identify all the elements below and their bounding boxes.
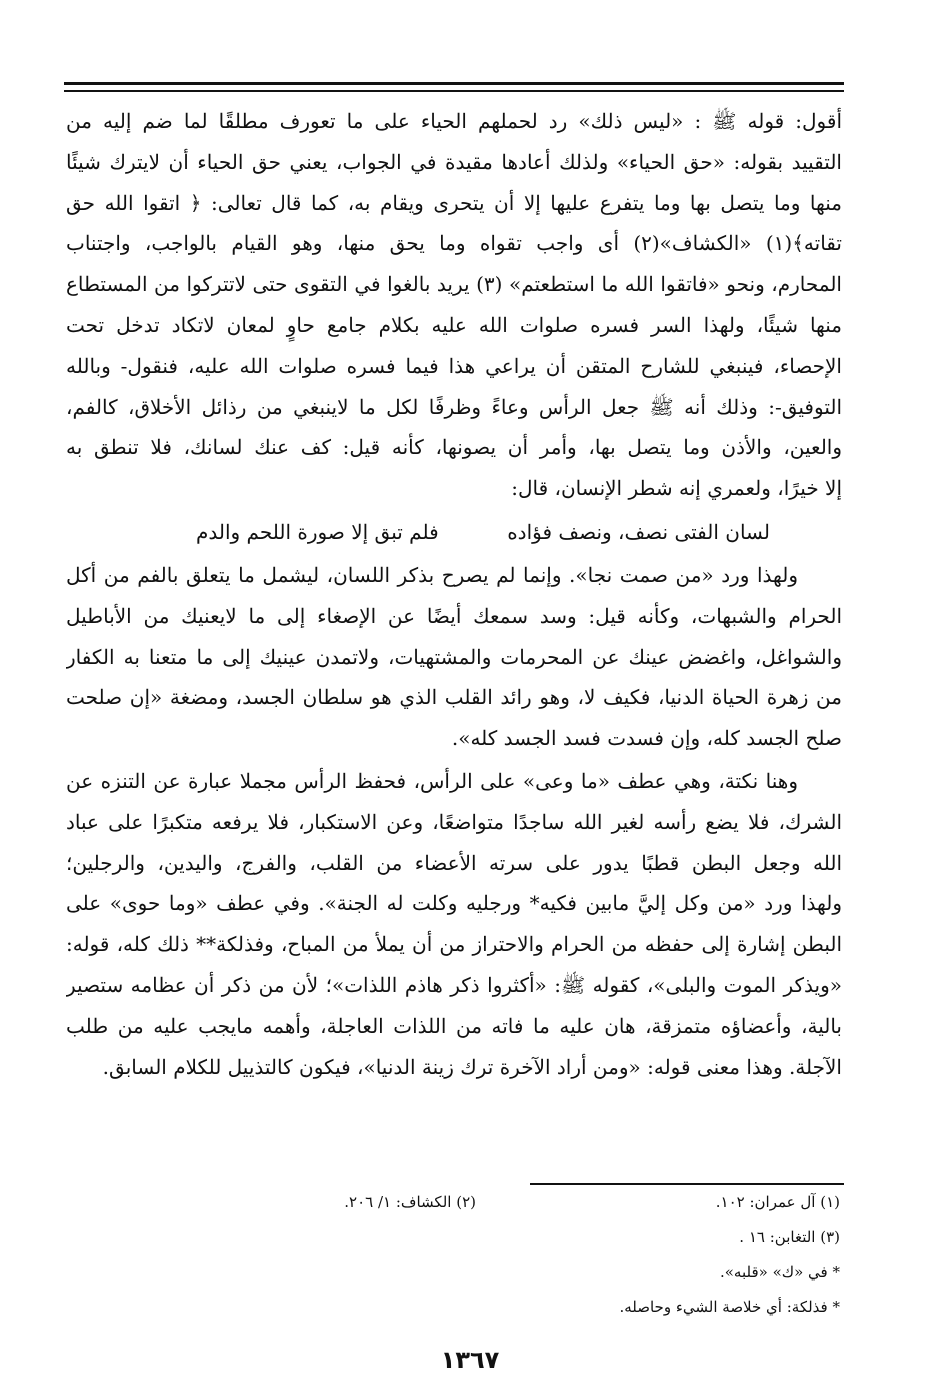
paragraph-3 <box>66 761 842 1087</box>
text-line: تقاته﴾(١) «الكشاف»(٢) أى واجب تقواه وما يحق منها، وهو القيام بالواجب، واجتناب <box>66 231 842 256</box>
text-line: ولهذا ورد «من صمت نجا». وإنما لم يصرح بذكر اللسان، ليشمل ما يتعلق بالفم من أكل <box>66 562 798 587</box>
footnote-1: (١) آل عمران: ١٠٢. <box>715 1193 840 1211</box>
verse-second-hemistich: فلم تبق إلا صورة اللحم والدم <box>196 519 439 544</box>
poetry-verse <box>66 509 842 555</box>
text-line: والعين، والأذن وما يتصل بها، وأمر أن يصونها، كأنه قيل: كف عنك لسانك، فلا تنطق به <box>66 435 842 460</box>
text-line: صلح الجسد كله، وإن فسدت فسد الجسد كله». <box>451 726 842 751</box>
text-line: من زهرة الحياة الدنيا، فكيف لا، وهو رائد القلب الذي هو سلطان الجسد، ومضغة «إن صلحت <box>66 685 842 710</box>
text-line: الإحصاء، فينبغي للشارح المتقن أن يراعي هذا فيما فسره صلوات الله عليه، فنقول- وبالله <box>66 353 842 378</box>
footnote-star: * في «ك» «قلبه». <box>719 1263 840 1281</box>
footnote-separator <box>530 1183 844 1185</box>
text-line: الحرام والشبهات، وكأنه قيل: وسد سمعك أيضًا عن الإصغاء إلى ما لايعنيك من الأباطيل <box>66 603 842 628</box>
text-line: التوفيق-: وذلك أنه ﷺ جعل الرأس وعاءً وظرفًا لكل ما لاينبغي من رذائل الأخلاق، كالفم، <box>66 394 842 419</box>
text-line: الآجلة. وهذا معنى قوله: «ومن أراد الآخرة ترك زينة الدنيا»، فيكون كالتذييل للكلام السابق. <box>102 1054 842 1079</box>
text-line: منها وما يتصل بها وما يتفرع عليها إلا أن يتحرى ويقام به، كما قال تعالى: ﴿ اتقوا الله حق <box>66 190 842 215</box>
text-line: «ويذكر الموت والبلى»، كقوله ﷺ: «أكثروا ذكر هاذم اللذات»؛ لأن من ذكر أن عظامه ستصير <box>66 972 842 997</box>
paragraph-2 <box>66 555 842 759</box>
verse-first-hemistich: لسان الفتى نصف، ونصف فؤاده <box>507 519 770 544</box>
footnote-double-star: * فذلكة: أي خلاصة الشيء وحاصله. <box>619 1298 840 1316</box>
text-line: المحارم، ونحو «فاتقوا الله ما استطعتم» (٣) يريد بالغوا في التقوى حتى لاتتركوا من المستطاع <box>66 272 842 297</box>
text-line: ولهذا ورد «من وكل إليَّ مابين فكيه* ورجليه وكلت له الجنة». وفي عطف «وما حوى» على <box>66 891 842 916</box>
paragraph-1 <box>66 101 842 509</box>
page-number: ١٣٦٧ <box>440 1346 500 1374</box>
text-line: الله وجعل البطن قطبًا يدور على سرته الأعضاء من القلب، والفرج، واليدين، والرجلين؛ <box>66 850 842 875</box>
text-line: وهنا نكتة، وهي عطف «ما وعى» على الرأس، فحفظ الرأس مجملا عبارة عن التنزه عن <box>66 768 798 793</box>
text-line: التقييد بقوله: «حق الحياء» ولذلك أعادها مقيدة في الجواب، يعني حق الحياء أن لايترك شيئًا <box>66 149 842 174</box>
text-line: البطن إشارة إلى حفظه من الحرام والاحتراز من أن يملأ من المباح، وفذلكة** ذلك كله، قوله: <box>66 932 842 957</box>
text-line: أقول: قوله ﷺ : «ليس ذلك» رد لحملهم الحياء على ما تعورف مطلقًا لما ضم إليه من <box>66 109 842 133</box>
text-line: منها شيئًا، ولهذا السر فسره صلوات الله عليه بكلام جامع حاوٍ لمعان لاتكاد تدخل تحت <box>66 312 842 337</box>
text-line: الشرك، فلا يضع رأسه لغير الله ساجدًا متواضعًا، وعن الاستكبار، فلا يرفعه متكبرًا على عباد <box>66 809 842 834</box>
header-rule-thin <box>64 90 844 92</box>
footnote-2: (٢) الكشاف: ١/ ٢٠٦. <box>344 1193 476 1211</box>
footnote-3: (٣) التغابن: ١٦ . <box>739 1228 840 1246</box>
text-line: إلا خيرًا، ولعمري إنه شطر الإنسان، قال: <box>511 476 842 501</box>
header-rule-thick <box>64 82 844 85</box>
text-line: والشواغل، واغضض عينك عن المحرمات والمشتهيات، ولاتمدن عينيك إلى ما متعنا به الكفار <box>66 644 842 669</box>
text-line: بالية، وأعضاؤه متمزقة، هان عليه ما فاته من اللذات العاجلة، وأهمه مايجب عليه من طلب <box>66 1013 842 1038</box>
main-text <box>66 101 842 1087</box>
